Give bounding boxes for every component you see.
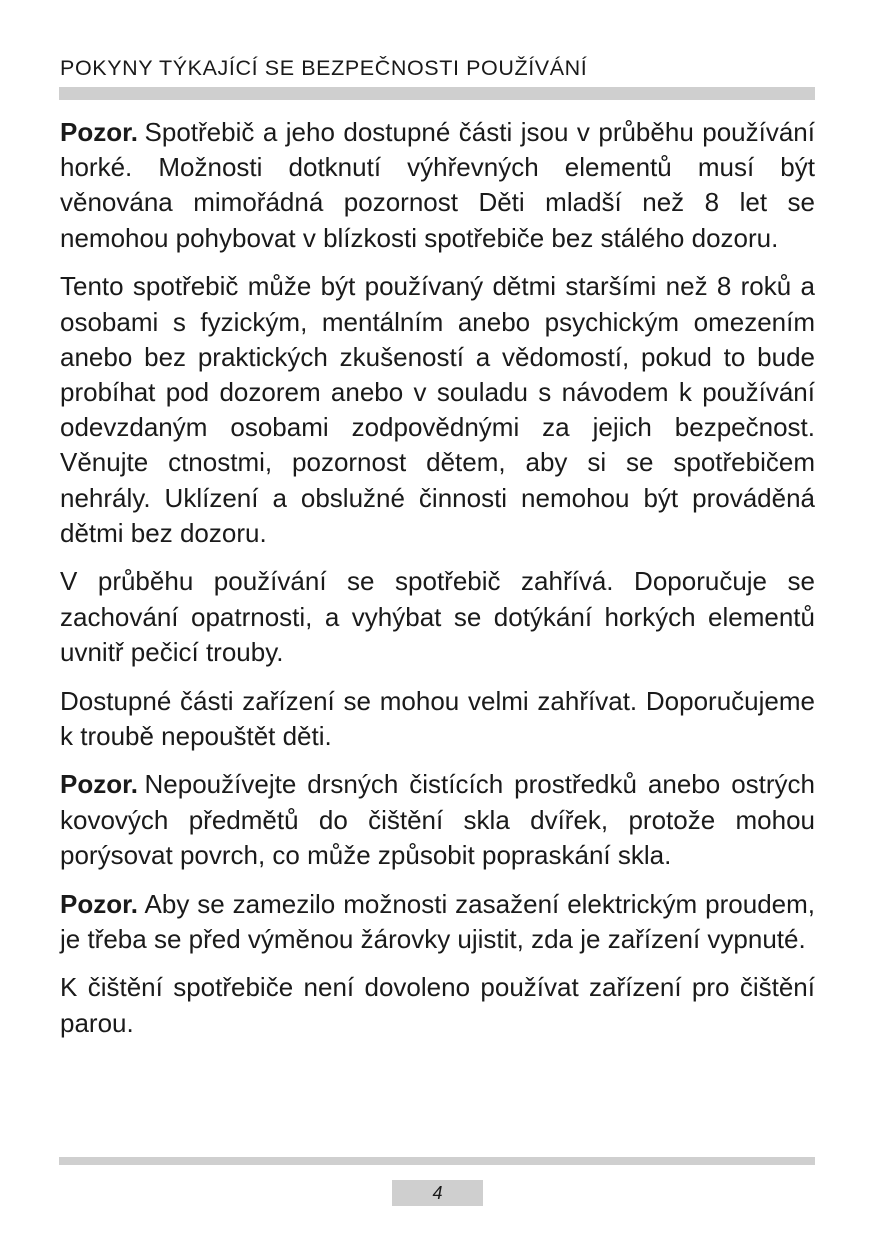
paragraph-text: Aby se zamezilo možnosti zasažení elektrickým proudem, je třeba se před výměnou žárovky ujistit, zda je zařízení vypnuté. (60, 888, 815, 954)
paragraph-children-usage (60, 269, 815, 551)
warning-label: Pozor. (60, 117, 139, 147)
header-divider (59, 87, 815, 100)
paragraph-accessible-parts (60, 684, 815, 754)
paragraph-heating-caution (60, 564, 815, 670)
paragraph-steam-cleaning (60, 970, 815, 1040)
warning-label: Pozor. (60, 888, 139, 919)
paragraph-warning-cleaning-glass (60, 767, 815, 873)
paragraph-text: K čištění spotřebiče není dovoleno používat zařízení pro čištění parou. (60, 972, 815, 1038)
page-number: 4 (392, 1180, 483, 1206)
paragraph-text: Nepoužívejte drsných čistících prostředků anebo ostrých kovových předmětů do čištění skla dvířek, protože mohou porýsovat povrch, co může způsobit popraskání skla. (60, 769, 815, 870)
paragraph-text: V průběhu používání se spotřebič zahřívá. Doporučuje se zachování opatrnosti, a vyhýbat se dotýkání horkých elementů uvnitř pečicí trouby. (60, 566, 815, 667)
paragraph-warning-hot-parts (60, 115, 815, 256)
paragraph-text: Spotřebič a jeho dostupné části jsou v průběhu používání horké. Možnosti dotknutí výhřevných elementů musí být věnována mimořádná pozornost Děti mladší než 8 let se nemohou pohybovat v blízkosti spotřebiče bez stálého dozoru. (60, 117, 815, 253)
paragraph-text: Dostupné části zařízení se mohou velmi zahřívat. Doporučujeme k troubě nepouštět děti. (60, 685, 815, 751)
warning-label: Pozor. (60, 769, 139, 800)
paragraph-text: Tento spotřebič může být používaný dětmi staršími než 8 roků a osobami s fyzickým, mentálním anebo psychickým omezením anebo bez praktických zkušeností a vědomostí, pokud to bude probíhat pod dozorem anebo v souladu s návodem k používání odevzdaným osobami zodpovědnými za jejich bezpečnost. Věnujte ctnostmi, pozornost dětem, aby si se spotřebičem nehrály. Uklízení a obslužné činnosti nemohou být prováděná dětmi bez dozoru. (60, 271, 815, 548)
safety-instructions-body (60, 115, 815, 1054)
paragraph-warning-bulb-replacement (60, 887, 815, 957)
footer-divider (59, 1157, 815, 1165)
page-header-title: POKYNY TÝKAJÍCÍ SE BEZPEČNOSTI POUŽÍVÁNÍ (60, 56, 588, 80)
